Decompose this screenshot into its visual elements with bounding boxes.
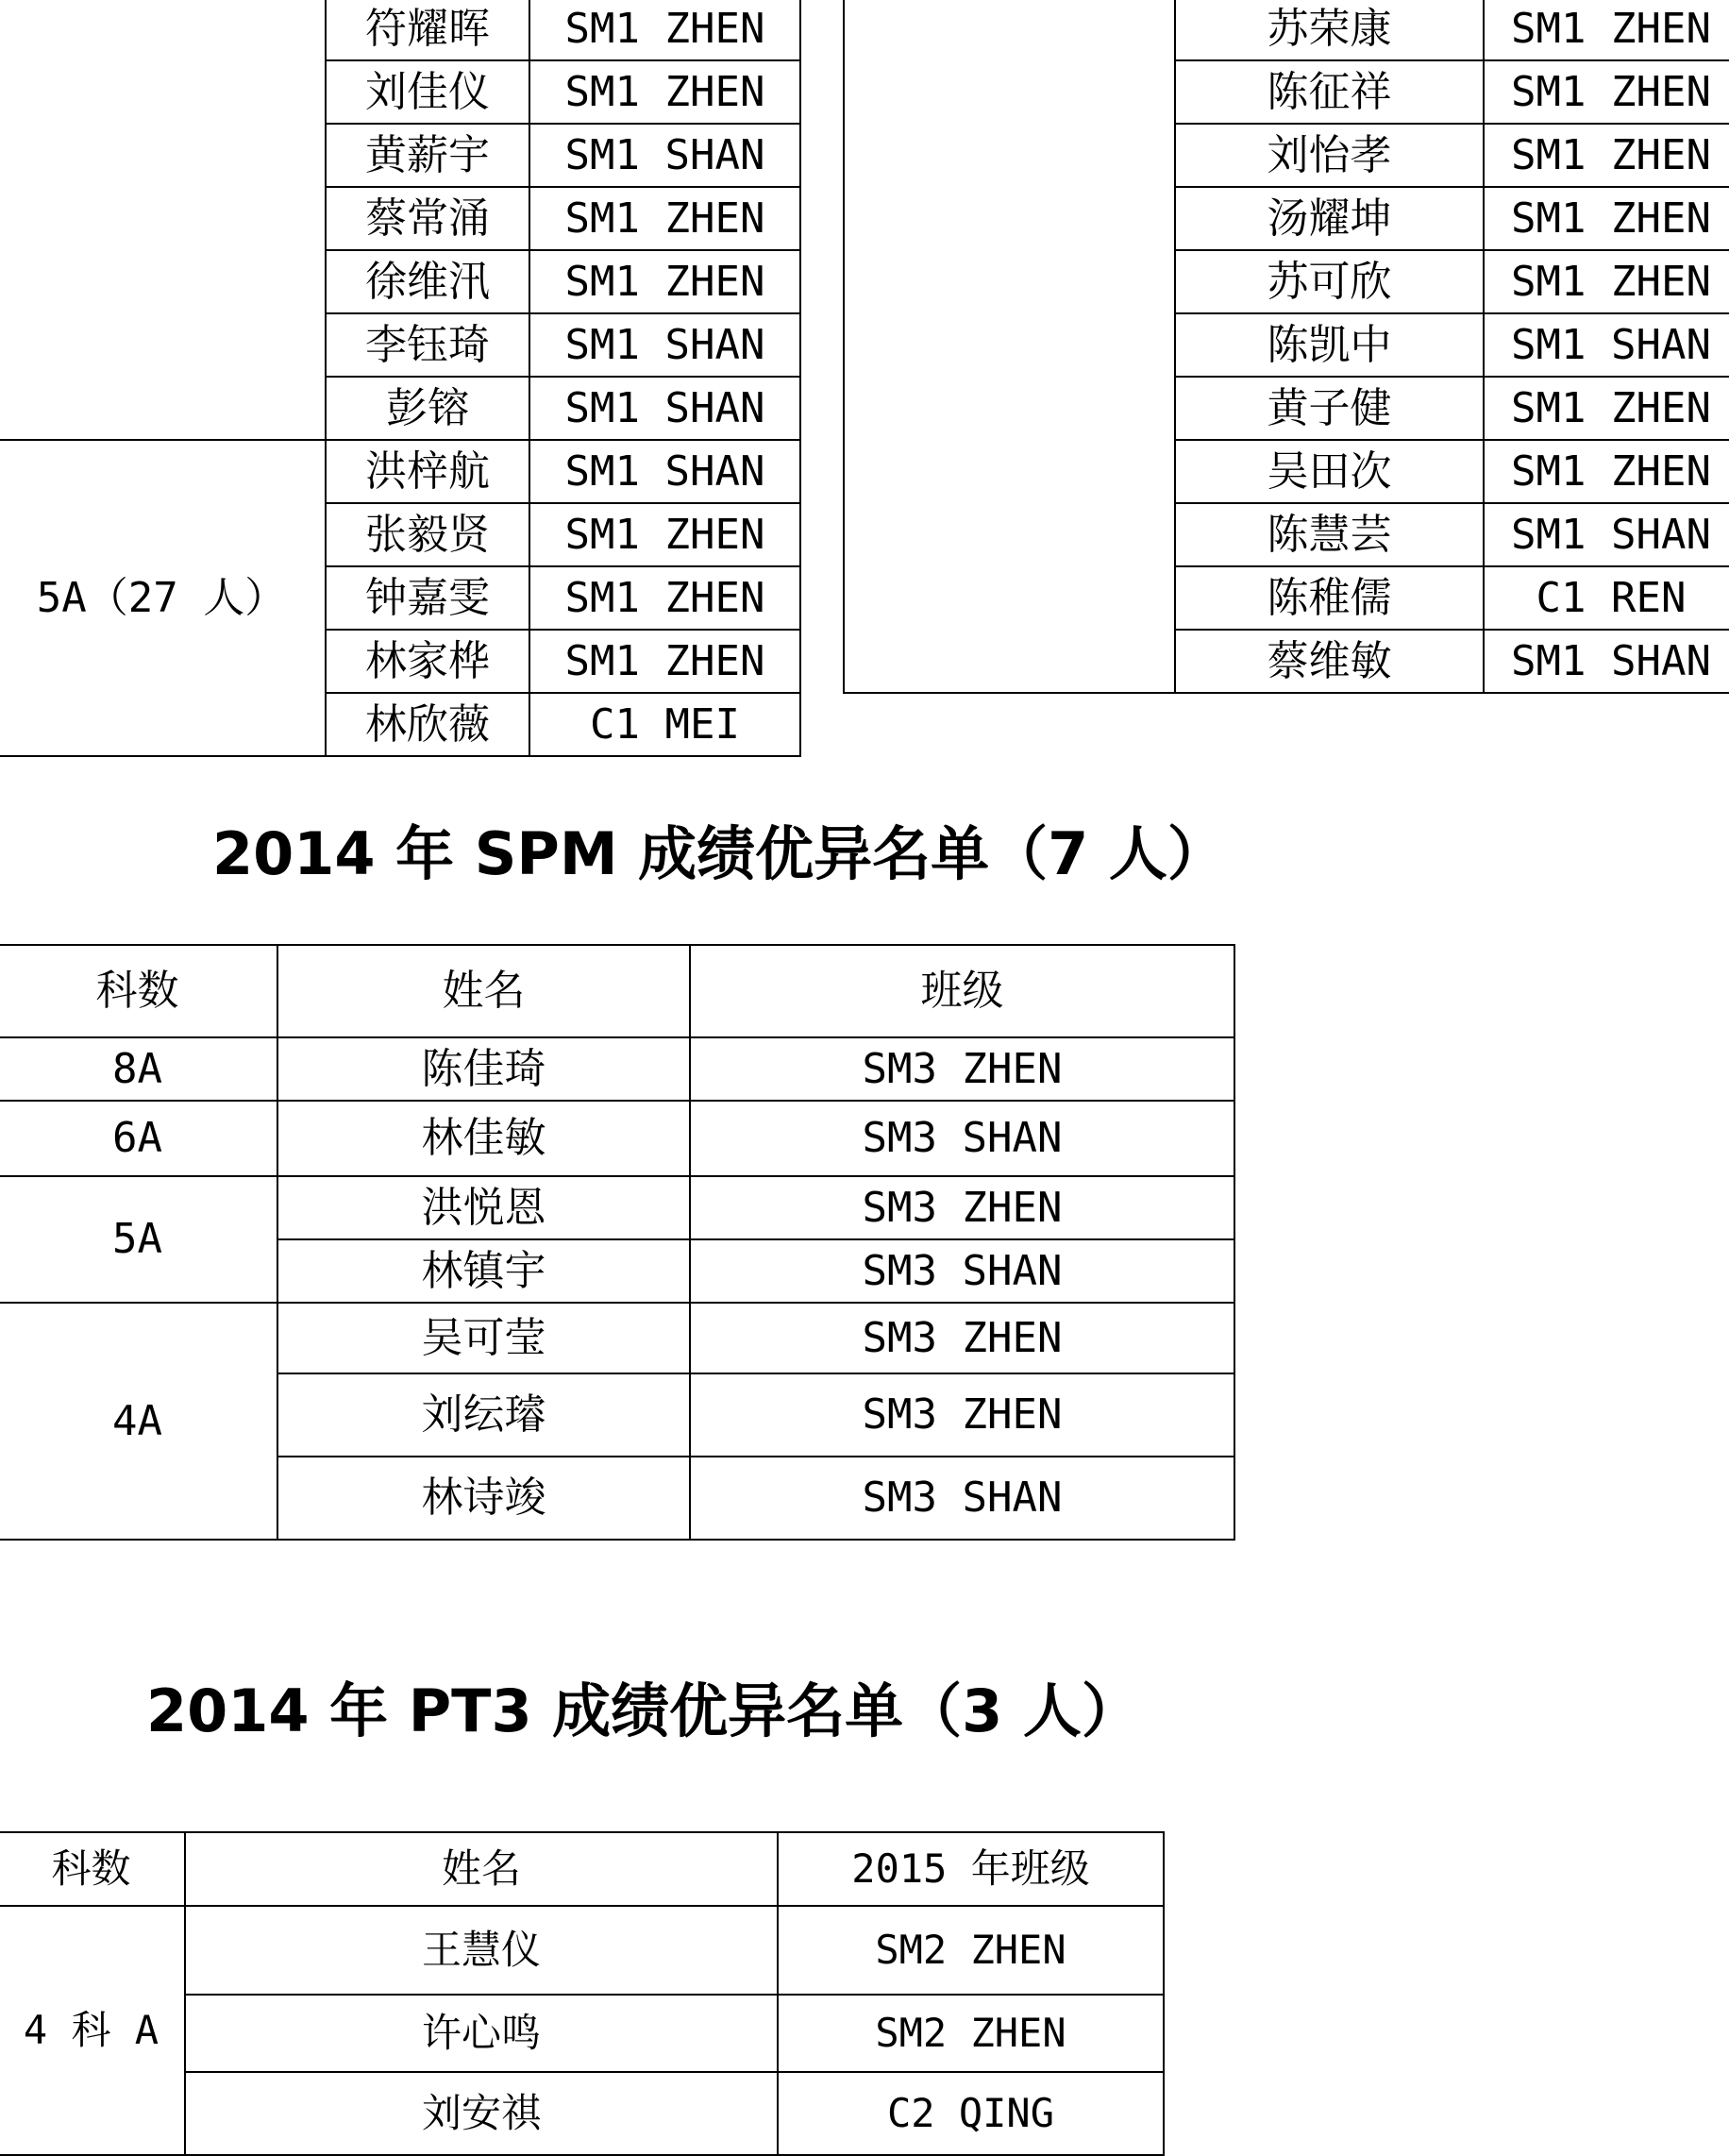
pt3-table <box>0 1831 1165 2156</box>
student-name: 刘怡孝 <box>1175 124 1484 187</box>
student-name: 徐维汛 <box>326 250 529 313</box>
table-row <box>0 1303 1234 1373</box>
header-subjects: 科数 <box>0 1832 185 1906</box>
student-name: 蔡常涌 <box>326 187 529 250</box>
subjects-label: 5A <box>0 1176 277 1303</box>
student-name: 李钰琦 <box>326 313 529 377</box>
student-class: SM3 SHAN <box>690 1101 1234 1176</box>
student-class: SM1 ZHEN <box>1484 187 1729 250</box>
top-right-table <box>843 0 1729 694</box>
student-name: 陈慧芸 <box>1175 503 1484 566</box>
header-class: 班级 <box>690 945 1234 1037</box>
student-name: 洪悦恩 <box>277 1176 690 1239</box>
student-class: SM1 ZHEN <box>529 566 800 630</box>
header-class: 2015 年班级 <box>778 1832 1164 1906</box>
student-name: 林家桦 <box>326 630 529 693</box>
table-row <box>0 1176 1234 1239</box>
student-class: SM3 ZHEN <box>690 1303 1234 1373</box>
student-name: 彭镕 <box>326 377 529 440</box>
table-row <box>0 0 800 60</box>
student-name: 林诗竣 <box>277 1457 690 1540</box>
student-name: 陈佳琦 <box>277 1037 690 1101</box>
student-class: SM1 ZHEN <box>1484 124 1729 187</box>
student-class: SM1 ZHEN <box>1484 0 1729 60</box>
student-name: 钟嘉雯 <box>326 566 529 630</box>
student-name: 符耀晖 <box>326 0 529 60</box>
student-class: SM1 SHAN <box>1484 630 1729 693</box>
student-name: 陈征祥 <box>1175 60 1484 124</box>
student-class: SM1 ZHEN <box>529 60 800 124</box>
top-left-table <box>0 0 801 757</box>
pt3-heading: 2014 年 PT3 成绩优异名单（3 人） <box>146 1676 1140 1745</box>
student-name: 吴可莹 <box>277 1303 690 1373</box>
spm-heading: 2014 年 SPM 成绩优异名单（7 人） <box>212 819 1226 888</box>
student-class: SM3 SHAN <box>690 1457 1234 1540</box>
subjects-label: 4 科 A <box>0 1906 185 2155</box>
student-name: 吴田次 <box>1175 440 1484 503</box>
student-class: SM1 ZHEN <box>1484 250 1729 313</box>
student-name: 洪梓航 <box>326 440 529 503</box>
student-class: SM3 ZHEN <box>690 1176 1234 1239</box>
student-class: SM1 ZHEN <box>1484 60 1729 124</box>
table-row <box>0 440 800 503</box>
student-class: SM1 ZHEN <box>529 503 800 566</box>
student-name: 刘安祺 <box>185 2072 778 2155</box>
student-name: 苏荣康 <box>1175 0 1484 60</box>
student-class: SM1 ZHEN <box>1484 377 1729 440</box>
student-name: 许心鸣 <box>185 1995 778 2072</box>
subjects-label: 6A <box>0 1101 277 1176</box>
student-name: 林镇宇 <box>277 1239 690 1303</box>
student-class: SM1 ZHEN <box>529 0 800 60</box>
student-class: SM1 SHAN <box>529 440 800 503</box>
student-class: SM1 ZHEN <box>529 187 800 250</box>
student-name: 林欣薇 <box>326 693 529 756</box>
student-name: 陈凯中 <box>1175 313 1484 377</box>
student-class: SM1 SHAN <box>529 377 800 440</box>
student-name: 黄子健 <box>1175 377 1484 440</box>
student-name: 刘纭璿 <box>277 1373 690 1457</box>
student-name: 苏可欣 <box>1175 250 1484 313</box>
table-row <box>0 1037 1234 1101</box>
group-cell-empty <box>844 0 1175 693</box>
student-name: 林佳敏 <box>277 1101 690 1176</box>
header-row <box>0 1832 1164 1906</box>
group-label: 5A（27 人） <box>0 440 326 756</box>
student-class: C1 MEI <box>529 693 800 756</box>
student-class: SM1 SHAN <box>529 124 800 187</box>
subjects-label: 4A <box>0 1303 277 1540</box>
header-subjects: 科数 <box>0 945 277 1037</box>
student-class: SM3 ZHEN <box>690 1037 1234 1101</box>
student-class: SM2 ZHEN <box>778 1906 1164 1995</box>
subjects-label: 8A <box>0 1037 277 1101</box>
table-row <box>844 0 1729 60</box>
student-name: 黄薪宇 <box>326 124 529 187</box>
student-name: 汤耀坤 <box>1175 187 1484 250</box>
student-name: 蔡维敏 <box>1175 630 1484 693</box>
table-row <box>0 1906 1164 1995</box>
student-class: SM3 ZHEN <box>690 1373 1234 1457</box>
group-cell-empty <box>0 0 326 440</box>
table-row <box>0 1101 1234 1176</box>
header-name: 姓名 <box>277 945 690 1037</box>
student-class: SM1 ZHEN <box>1484 440 1729 503</box>
spm-table <box>0 944 1235 1541</box>
student-class: C1 REN <box>1484 566 1729 630</box>
student-class: SM1 SHAN <box>529 313 800 377</box>
header-name: 姓名 <box>185 1832 778 1906</box>
student-name: 张毅贤 <box>326 503 529 566</box>
student-class: SM3 SHAN <box>690 1239 1234 1303</box>
student-class: SM1 SHAN <box>1484 503 1729 566</box>
student-class: SM1 SHAN <box>1484 313 1729 377</box>
student-name: 刘佳仪 <box>326 60 529 124</box>
student-class: SM1 ZHEN <box>529 250 800 313</box>
student-name: 王慧仪 <box>185 1906 778 1995</box>
student-class: C2 QING <box>778 2072 1164 2155</box>
student-class: SM2 ZHEN <box>778 1995 1164 2072</box>
student-class: SM1 ZHEN <box>529 630 800 693</box>
student-name: 陈稚儒 <box>1175 566 1484 630</box>
header-row <box>0 945 1234 1037</box>
